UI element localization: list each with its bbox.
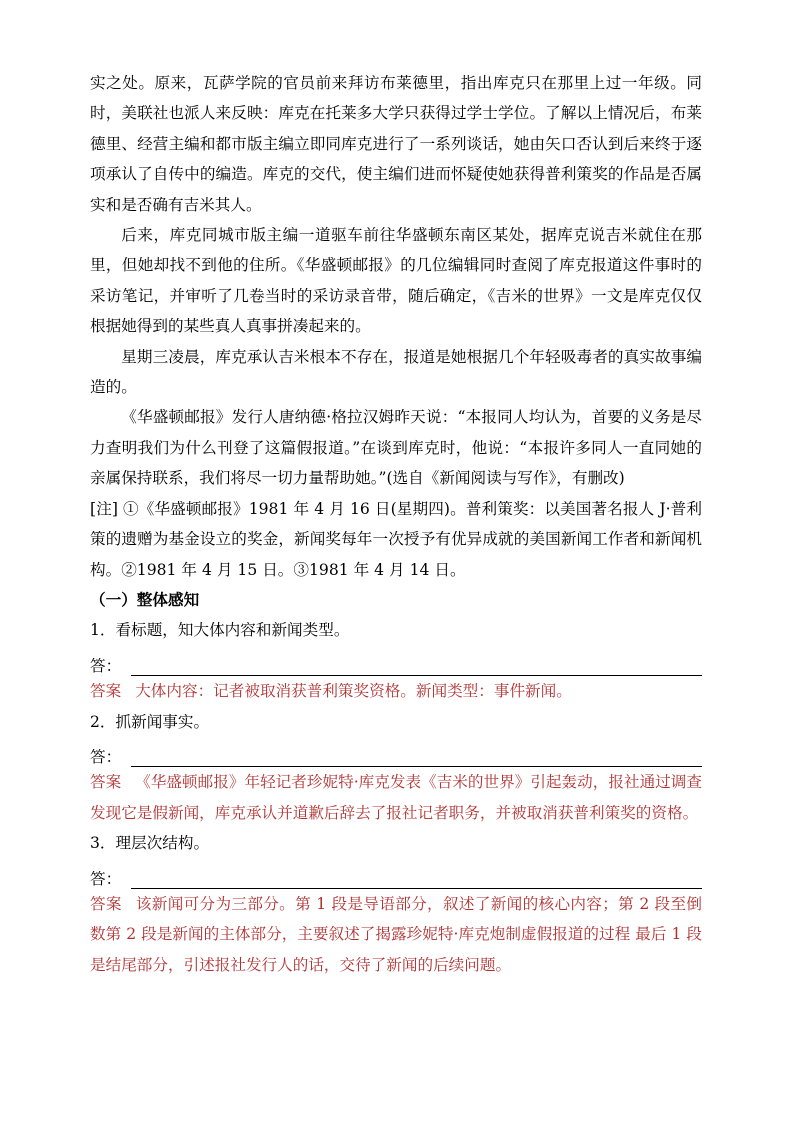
document-page [90, 68, 702, 980]
answer-tag: 答案 [90, 682, 122, 701]
answer-tag: 答案 [90, 894, 122, 913]
answer-blank-3[interactable] [131, 868, 702, 889]
answer-blank-1[interactable] [131, 655, 702, 676]
answer-content-2: 《华盛顿邮报》年轻记者珍妮特·库克发表《吉米的世界》引起轰动，报社通过调查发现它是假新闻，库克承认并道歉后辞去了报社记者职务，并被取消获普利策奖的资格。 [90, 773, 702, 822]
footnote: [注] ①《华盛顿邮报》1981 年 4 月 16 日(星期四)。普利策奖：以美国著名报人 J·普利策的遗赠为基金设立的奖金，新闻奖每年一次授予有优异成就的美国新闻工作者和新闻机构。②1981 年 4 月 15 日。③1981 年 4 月 14 日。 [90, 499, 702, 579]
question-3: 3．理层次结构。 [90, 834, 210, 853]
answer-line-1[interactable] [90, 646, 702, 676]
answer-line-3[interactable] [90, 859, 702, 889]
answer-text-3 [90, 889, 702, 980]
body-paragraph-1: 实之处。原来，瓦萨学院的官员前来拜访布莱德里，指出库克只在那里上过一年级。同时，美联社也派人来反映：库克在托莱多大学只获得过学士学位。了解以上情况后，布莱德里、经营主编和都市版主编立即同库克进行了一系列谈话，她由矢口否认到后来终于逐项承认了自传中的编造。库克的交代，使主编们进而怀疑使她获得普利策奖的作品是否属实和是否确有吉米其人。 [90, 74, 702, 214]
section-heading: （一）整体感知 [90, 589, 200, 609]
body-paragraph-3: 星期三凌晨，库克承认吉米根本不存在，报道是她根据几个年轻吸毒者的真实故事编造的。 [90, 347, 702, 397]
answer-content-3: 该新闻可分为三部分。第 1 段是导语部分，叙述了新闻的核心内容；第 2 段至倒数第 2 段是新闻的主体部分，主要叙述了揭露珍妮特·库克炮制虚假报道的过程 最后 1 段是结尾部分，引述报社发行人的话，交待了新闻的后续问题。 [90, 894, 702, 974]
body-paragraph-2: 后来，库克同城市版主编一道驱车前往华盛顿东南区某处，据库克说吉米就住在那里，但她却找不到他的住所。《华盛顿邮报》的几位编辑同时查阅了库克报道这件事时的采访笔记，并审听了几卷当时的采访录音带，随后确定，《吉米的世界》一文是库克仅仅根据她得到的某些真人真事拼凑起来的。 [90, 226, 702, 336]
answer-blank-2[interactable] [131, 746, 702, 767]
answer-prefix: 答： [90, 748, 122, 767]
question-1: 1．看标题，知大体内容和新闻类型。 [90, 621, 350, 640]
body-paragraph-4: 《华盛顿邮报》发行人唐纳德·格拉汉姆昨天说：“本报同人均认为，首要的义务是尽力查明我们为什么刊登了这篇假报道。”在谈到库克时，他说：“本报许多同人一直同她的亲属保持联系，我们将尽一切力量帮助她。”(选自《新闻阅读与写作》，有删改) [90, 408, 702, 488]
answer-text-1 [90, 676, 702, 706]
answer-content-1: 大体内容：记者被取消获普利策奖资格。新闻类型：事件新闻。 [135, 682, 572, 701]
answer-text-2 [90, 767, 702, 828]
question-2: 2．抓新闻事实。 [90, 712, 210, 731]
answer-prefix: 答： [90, 657, 122, 676]
answer-prefix: 答： [90, 869, 122, 888]
answer-tag: 答案 [90, 773, 122, 792]
answer-line-2[interactable] [90, 737, 702, 767]
